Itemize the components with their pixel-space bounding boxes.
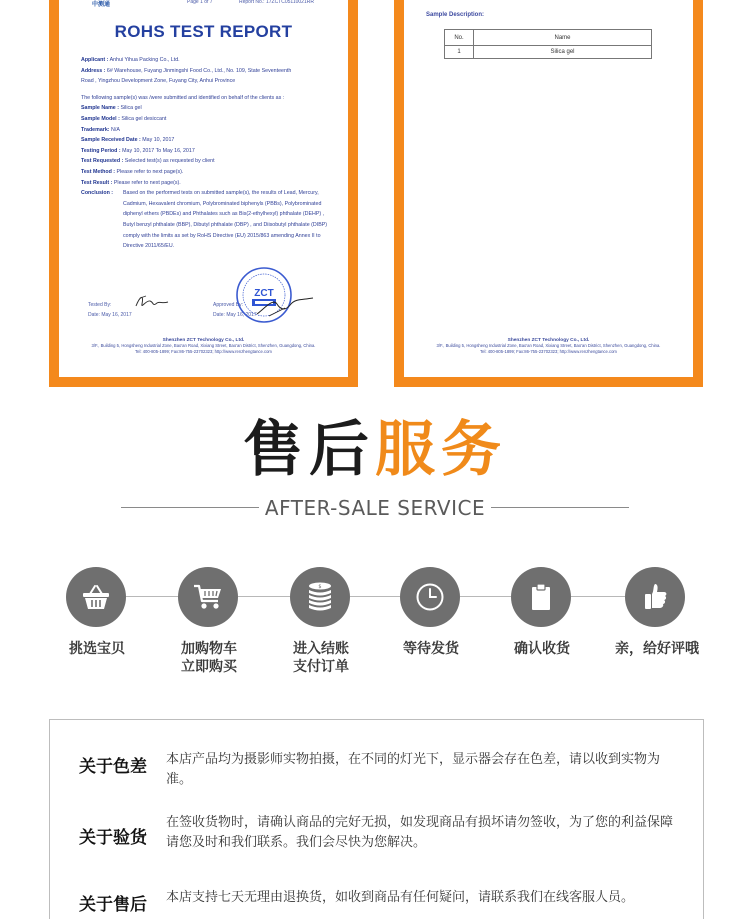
sample-model-row: Sample Model : Silica gel desiccant — [81, 115, 167, 122]
notice-text: 本店产品均为摄影师实物拍摄，在不同的灯光下，显示器会存在色差，请以收到实物为准。 — [166, 752, 661, 787]
rohs-certificate-page — [59, 0, 348, 377]
notice-heading: 关于售后 — [79, 895, 147, 915]
step-connector — [571, 596, 625, 597]
test-result-row: Test Result : Please refer to next page(s). — [81, 179, 181, 186]
notice-item — [79, 880, 679, 915]
intro-text: The following sample(s) was /were submitted and identified on behalf of the clients as : — [81, 94, 285, 101]
certificate-logo: 中测通 — [92, 2, 111, 8]
thumbs-up-icon — [640, 581, 670, 613]
svg-text:ZCT: ZCT — [254, 288, 274, 299]
test-requested-row: Test Requested : Selected test(s) as requested by client — [81, 158, 215, 165]
step-connector — [238, 596, 290, 597]
notice-item — [79, 742, 679, 790]
shopping-cart-icon — [192, 583, 224, 611]
svg-text:$: $ — [318, 584, 322, 590]
clock-icon — [415, 582, 445, 612]
conclusion-row: Conclusion : Based on the performed tests on submitted sample(s), the results of Lead, Mercury, Cadmium, Hexavalent chromium, Polybrominated biphenyls (PBBs), Polybrominated diphenyl ethers (PBDEs) and Phthalates such as Bis(2-ethylhexyl) phthalate (DEHP) , Butyl benzyl phthalate (BBP), Dibutyl phthalate (DBP) , and Diisobutyl phthalate (DIBP) comply with the limits as set by RoHS Directive (EU) 2015/863 amending Annex II to Directive 2011/65/EU. — [81, 190, 328, 250]
approver-signature — [255, 294, 315, 320]
table-row — [445, 46, 652, 59]
tested-by-block: Tested By: Date: May 16, 2017 — [88, 302, 132, 318]
step-label: 等待发货 — [403, 641, 459, 657]
certificate-footer: Shenzhen ZCT Technology Co., Ltd. 3/F., Building 5, Hongsheng Industrial Zone, Bao'an Road, Xixiang Street, Bao'an District, Shenzhen, Guangdong, China. Tel: 400-805-1899; Fax:86-755-23702323; http://www.renzhengtance.com — [436, 338, 661, 354]
row-name: Silica gel — [474, 46, 652, 59]
basket-icon — [81, 583, 111, 611]
applicant-row: Applicant : Anhui Yihua Packing Co., Ltd. — [81, 57, 180, 63]
certificate-footer: Shenzhen ZCT Technology Co., Ltd. 3/F., Building 5, Hongsheng Industrial Zone, Bao'an Road, Xixiang Street, Bao'an District, Shenzhen, Guangdong, China. Tel: 400-805-1899; Fax:86-755-23702323; http://www.renzhengtance.com — [91, 338, 316, 354]
subtitle-divider-right — [491, 507, 629, 508]
certificate-body — [81, 55, 337, 252]
column-no: No. — [445, 30, 474, 46]
sample-description-table — [444, 29, 652, 59]
after-sale-title-dark: 售后 — [243, 415, 375, 485]
coins-icon — [307, 581, 333, 613]
step-select-item — [66, 567, 126, 627]
trademark-row: Trademark: N/A — [81, 126, 120, 133]
step-confirm-receipt — [511, 567, 571, 627]
testing-period-row: Testing Period : May 10, 2017 To May 16, 2017 — [81, 147, 195, 154]
step-give-review — [625, 567, 685, 627]
test-method-row: Test Method : Please refer to next page(s). — [81, 168, 184, 175]
approved-by-block: Approved By: Date: May 16, 2017 — [213, 302, 257, 318]
after-sale-title-orange: 服务 — [375, 415, 507, 485]
after-sale-notice-box — [49, 719, 704, 919]
after-sale-title — [0, 410, 750, 490]
subtitle-divider-left — [121, 507, 259, 508]
step-connector — [126, 596, 178, 597]
received-date-row: Sample Received Date : May 10, 2017 — [81, 137, 175, 144]
step-checkout — [290, 567, 350, 627]
row-no: 1 — [445, 46, 474, 59]
address-row: Address : 6# Warehouse, Fuyang Jinmingshi Food Co., Ltd., No. 109, State Seventeenth — [81, 67, 292, 74]
step-connector — [350, 596, 400, 597]
step-add-to-cart — [178, 567, 238, 627]
notice-item — [79, 805, 679, 853]
clipboard-icon — [530, 583, 552, 611]
column-name: Name — [474, 30, 652, 46]
step-connector — [460, 596, 511, 597]
certificate-page-number: Page 1 of 7 — [187, 0, 213, 5]
step-label: 加购物车 立即购买 — [181, 641, 237, 675]
step-label: 确认收货 — [514, 641, 570, 657]
certificate-title: ROHS TEST REPORT — [114, 22, 293, 41]
address-row-2: Road , Yingzhou Development Zone, Fuyang City, Anhui Province — [81, 78, 236, 85]
notice-heading: 关于验货 — [79, 828, 147, 848]
notice-text: 在签收货物时，请确认商品的完好无损，如发现商品有损坏请勿签收，为了您的利益保障请您及时和我们联系。我们会尽快为您解决。 — [166, 815, 674, 850]
certificate-report-number: Report No.: 17ZCTC05110021RR — [239, 0, 314, 5]
sample-name-row: Sample Name : Silica gel — [81, 105, 142, 112]
sample-description-page — [404, 0, 693, 377]
step-label: 挑选宝贝 — [69, 641, 125, 657]
step-label: 亲，给好评哦 — [615, 641, 699, 657]
tester-signature — [132, 292, 172, 312]
step-label: 进入结账 支付订单 — [293, 641, 349, 675]
sample-description-label: Sample Description: — [426, 12, 485, 18]
step-wait-shipping — [400, 567, 460, 627]
notice-heading: 关于色差 — [79, 757, 147, 777]
rohs-certificate-frame — [49, 0, 358, 387]
sample-description-frame — [394, 0, 703, 387]
notice-text: 本店支持七天无理由退换货，如收到商品有任何疑问，请联系我们在线客服人员。 — [166, 890, 635, 905]
after-sale-subtitle: AFTER-SALE SERVICE — [264, 496, 486, 520]
